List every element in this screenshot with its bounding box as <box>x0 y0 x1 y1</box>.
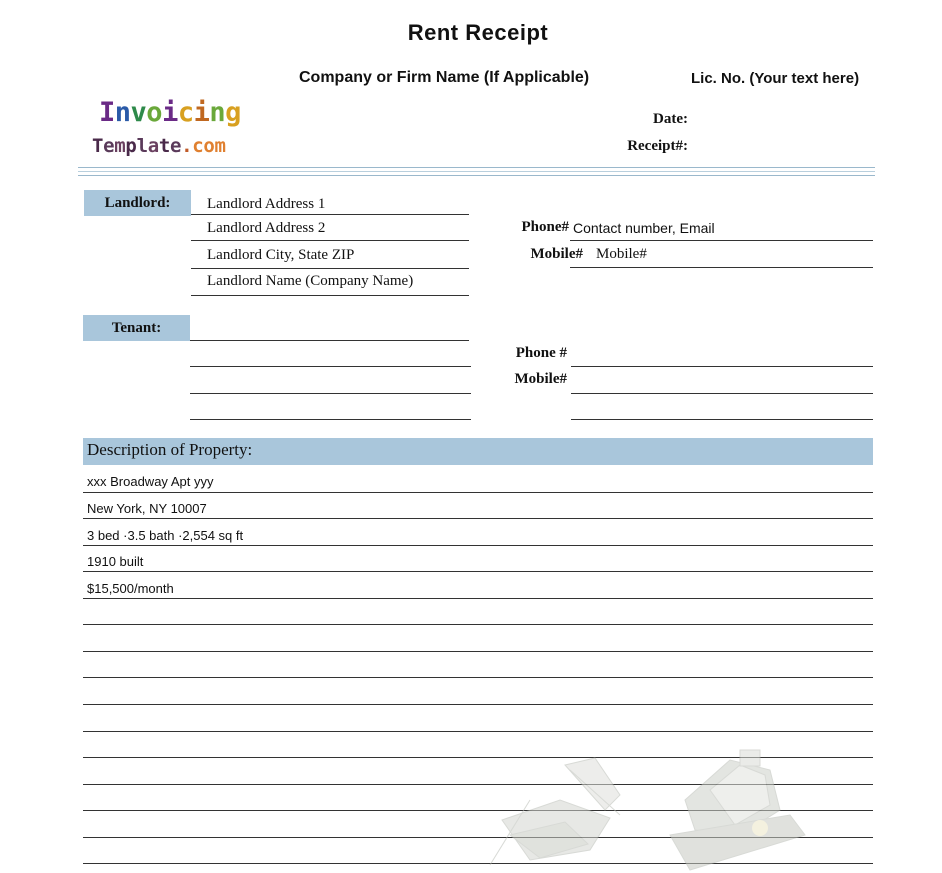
field-underline <box>570 240 873 241</box>
description-row-line[interactable] <box>83 731 873 732</box>
landlord-phone-value[interactable]: Contact number, Email <box>573 220 715 236</box>
tenant-field-line[interactable] <box>190 419 471 420</box>
house-construction-watermark-icon <box>470 740 830 873</box>
landlord-mobile-value[interactable]: Mobile# <box>596 246 647 262</box>
field-underline <box>191 295 469 296</box>
header-divider <box>78 171 875 172</box>
landlord-mobile-label: Mobile# <box>530 246 583 262</box>
description-line[interactable]: xxx Broadway Apt yyy <box>87 474 214 489</box>
tenant-label: Tenant: <box>83 315 190 341</box>
description-line[interactable]: New York, NY 10007 <box>87 501 207 516</box>
tenant-mobile-field[interactable] <box>571 393 873 394</box>
header-divider <box>78 167 875 168</box>
field-underline <box>570 267 873 268</box>
description-line[interactable]: 1910 built <box>87 554 144 569</box>
description-title: Description of Property: <box>87 440 253 459</box>
tenant-mobile-label: Mobile# <box>514 371 567 387</box>
tenant-phone-field[interactable] <box>571 366 873 367</box>
tenant-field-line[interactable] <box>190 393 471 394</box>
logo-line-2: Template.com <box>92 135 226 157</box>
date-label: Date: <box>653 111 688 127</box>
description-row-line <box>83 598 873 599</box>
page-title: Rent Receipt <box>407 20 549 45</box>
landlord-phone-label: Phone# <box>521 219 569 235</box>
description-row-line <box>83 571 873 572</box>
description-line[interactable]: $15,500/month <box>87 581 174 596</box>
description-row-line <box>83 545 873 546</box>
landlord-address-1[interactable]: Landlord Address 1 <box>207 196 326 212</box>
description-line[interactable]: 3 bed ·3.5 bath ·2,554 sq ft <box>87 528 244 543</box>
field-underline <box>571 419 873 420</box>
description-row-line[interactable] <box>83 704 873 705</box>
logo-line-1: Invoicing <box>99 97 241 128</box>
field-underline <box>191 240 469 241</box>
description-row-line[interactable] <box>83 624 873 625</box>
receipt-number-label: Receipt#: <box>627 138 688 154</box>
license-number: Lic. No. (Your text here) <box>691 70 860 87</box>
landlord-city-state-zip[interactable]: Landlord City, State ZIP <box>207 247 355 263</box>
company-name: Company or Firm Name (If Applicable) <box>299 69 590 86</box>
description-row-line <box>83 492 873 493</box>
field-underline <box>191 268 469 269</box>
landlord-name[interactable]: Landlord Name (Company Name) <box>207 273 414 289</box>
tenant-phone-label: Phone # <box>515 345 567 361</box>
tenant-field-line[interactable] <box>190 366 471 367</box>
description-row-line[interactable] <box>83 651 873 652</box>
description-row-line[interactable] <box>83 677 873 678</box>
description-row-line <box>83 518 873 519</box>
landlord-label: Landlord: <box>84 190 191 216</box>
landlord-address-2[interactable]: Landlord Address 2 <box>207 220 326 236</box>
tenant-field-line[interactable] <box>190 340 469 341</box>
field-underline <box>191 214 469 215</box>
header-divider <box>78 175 875 176</box>
